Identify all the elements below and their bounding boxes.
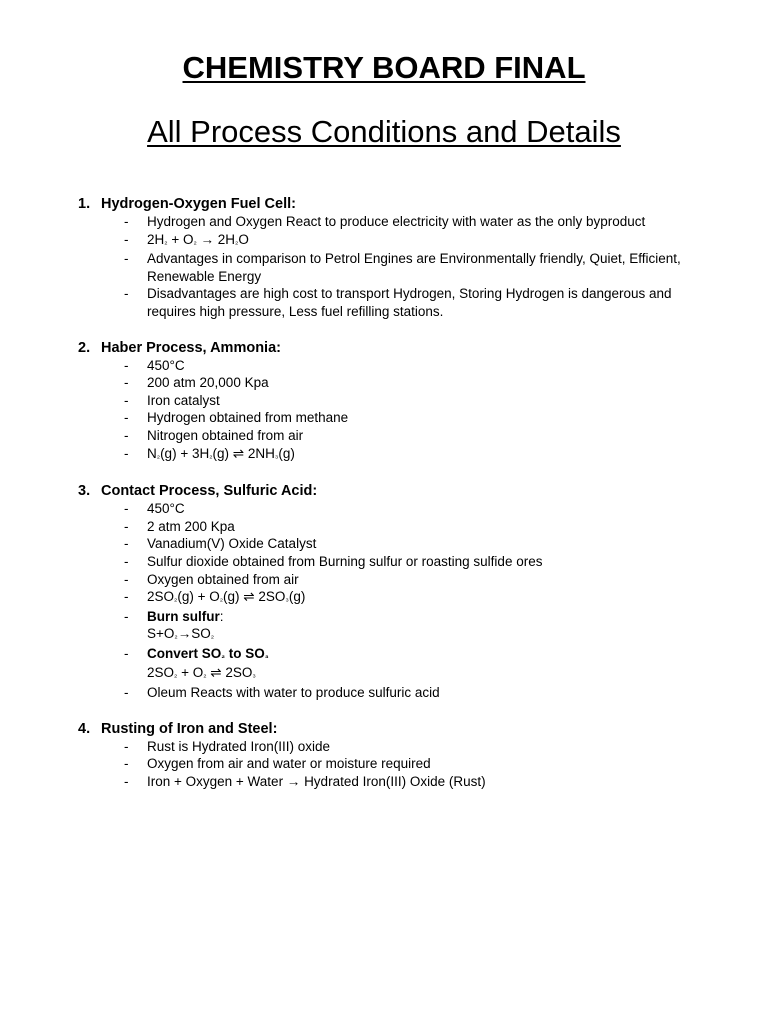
list-item-text: Oxygen obtained from air — [147, 571, 299, 587]
list-item-text: 2H₂ + O₂ → 2H₂O — [147, 231, 249, 247]
list-item — [0, 755, 768, 773]
section-title: Contact Process, Sulfuric Acid: — [101, 483, 318, 500]
bullet-dash: - — [124, 392, 129, 408]
list-item — [0, 285, 768, 320]
bullet-dash: - — [124, 756, 129, 772]
bullet-dash: - — [124, 645, 129, 661]
list-item — [0, 535, 768, 553]
section — [0, 195, 768, 321]
bullet-dash: - — [124, 608, 129, 624]
list-item-text: N₂(g) + 3H₂(g) ⇌ 2NH₃(g) — [147, 445, 295, 461]
list-item-text: Iron catalyst — [147, 392, 220, 408]
list-item-text: 200 atm 20,000 Kpa — [147, 375, 269, 391]
list-item-text: Sulfur dioxide obtained from Burning sulfur or roasting sulfide ores — [147, 553, 543, 569]
section-heading — [0, 482, 768, 500]
list-item-text: Rust is Hydrated Iron(III) oxide — [147, 738, 331, 754]
section-title: Hydrogen-Oxygen Fuel Cell: — [101, 196, 296, 212]
list-item-text: Nitrogen obtained from air — [147, 427, 304, 443]
list-item — [0, 553, 768, 571]
list-item-text: Hydrogen and Oxygen React to produce electricity with water as the only byproduct — [147, 214, 646, 229]
list-item-text: Burn sulfur: S+O₂→SO₂ — [147, 608, 224, 642]
bullet-dash: - — [124, 251, 129, 267]
section — [0, 339, 768, 465]
sections-list — [0, 195, 768, 808]
list-item-text: 450°C — [147, 501, 185, 517]
section-number: 4. — [78, 720, 91, 737]
section — [0, 482, 768, 702]
list-item-text: 450°C — [147, 357, 185, 373]
list-item — [0, 357, 768, 375]
bullet-dash: - — [124, 231, 129, 247]
list-item — [0, 645, 768, 684]
bullet-dash: - — [124, 773, 129, 789]
list-item — [0, 231, 768, 251]
list-item-text: Disadvantages are high cost to transport Hydrogen, Storing Hydrogen is dangerous and requires high pressure, Less fuel refilling stations. — [147, 286, 672, 319]
section-number: 1. — [78, 196, 91, 212]
section-heading — [0, 339, 768, 357]
bullet-dash: - — [124, 501, 129, 517]
document-subtitle: All Process Conditions and Details — [147, 114, 621, 149]
list-item — [0, 409, 768, 427]
list-item — [0, 427, 768, 445]
bullet-dash: - — [124, 553, 129, 569]
bullet-dash: - — [124, 518, 129, 534]
bullet-dash: - — [124, 571, 129, 587]
list-item-text: Vanadium(V) Oxide Catalyst — [147, 536, 317, 552]
bullet-dash: - — [124, 357, 129, 373]
list-item-text: 2 atm 200 Kpa — [147, 518, 235, 534]
section-title: Rusting of Iron and Steel: — [101, 720, 278, 737]
list-item-text: Hydrogen obtained from methane — [147, 410, 349, 426]
section-heading — [0, 720, 768, 738]
list-item-text: Convert SO₂ to SO₃ 2SO₂ + O₂ ⇌ 2SO₃ — [147, 645, 269, 681]
list-item — [0, 608, 768, 645]
list-item — [0, 445, 768, 465]
bullet-dash: - — [124, 214, 129, 229]
list-item — [0, 571, 768, 589]
list-item-text: Oleum Reacts with water to produce sulfuric acid — [147, 685, 440, 701]
list-item — [0, 684, 768, 702]
list-item — [0, 588, 768, 608]
bullet-dash: - — [124, 410, 129, 426]
section — [0, 720, 768, 791]
list-item — [0, 213, 768, 231]
list-item-text: Advantages in comparison to Petrol Engines are Environmentally friendly, Quiet, Efficient, Renewable Energy — [147, 251, 681, 284]
bullet-dash: - — [124, 286, 129, 302]
bullet-dash: - — [124, 589, 129, 605]
list-item — [0, 374, 768, 392]
bullet-dash: - — [124, 375, 129, 391]
section-heading — [0, 195, 768, 213]
list-item-text: 2SO₂(g) + O₂(g) ⇌ 2SO₃(g) — [147, 589, 306, 605]
section-number: 3. — [78, 483, 91, 500]
list-item-text: Iron + Oxygen + Water → Hydrated Iron(III) Oxide (Rust) — [147, 773, 486, 789]
list-item — [0, 773, 768, 791]
bullet-dash: - — [124, 536, 129, 552]
list-item — [0, 250, 768, 285]
list-item — [0, 500, 768, 518]
bullet-dash: - — [124, 685, 129, 701]
bullet-dash: - — [124, 427, 129, 443]
section-title: Haber Process, Ammonia: — [101, 339, 281, 356]
list-item — [0, 518, 768, 536]
list-item-text: Oxygen from air and water or moisture required — [147, 756, 431, 772]
bullet-dash: - — [124, 738, 129, 754]
list-item — [0, 738, 768, 756]
document-title: CHEMISTRY BOARD FINAL — [182, 50, 586, 85]
list-item — [0, 392, 768, 410]
section-number: 2. — [78, 339, 91, 356]
bullet-dash: - — [124, 445, 129, 461]
